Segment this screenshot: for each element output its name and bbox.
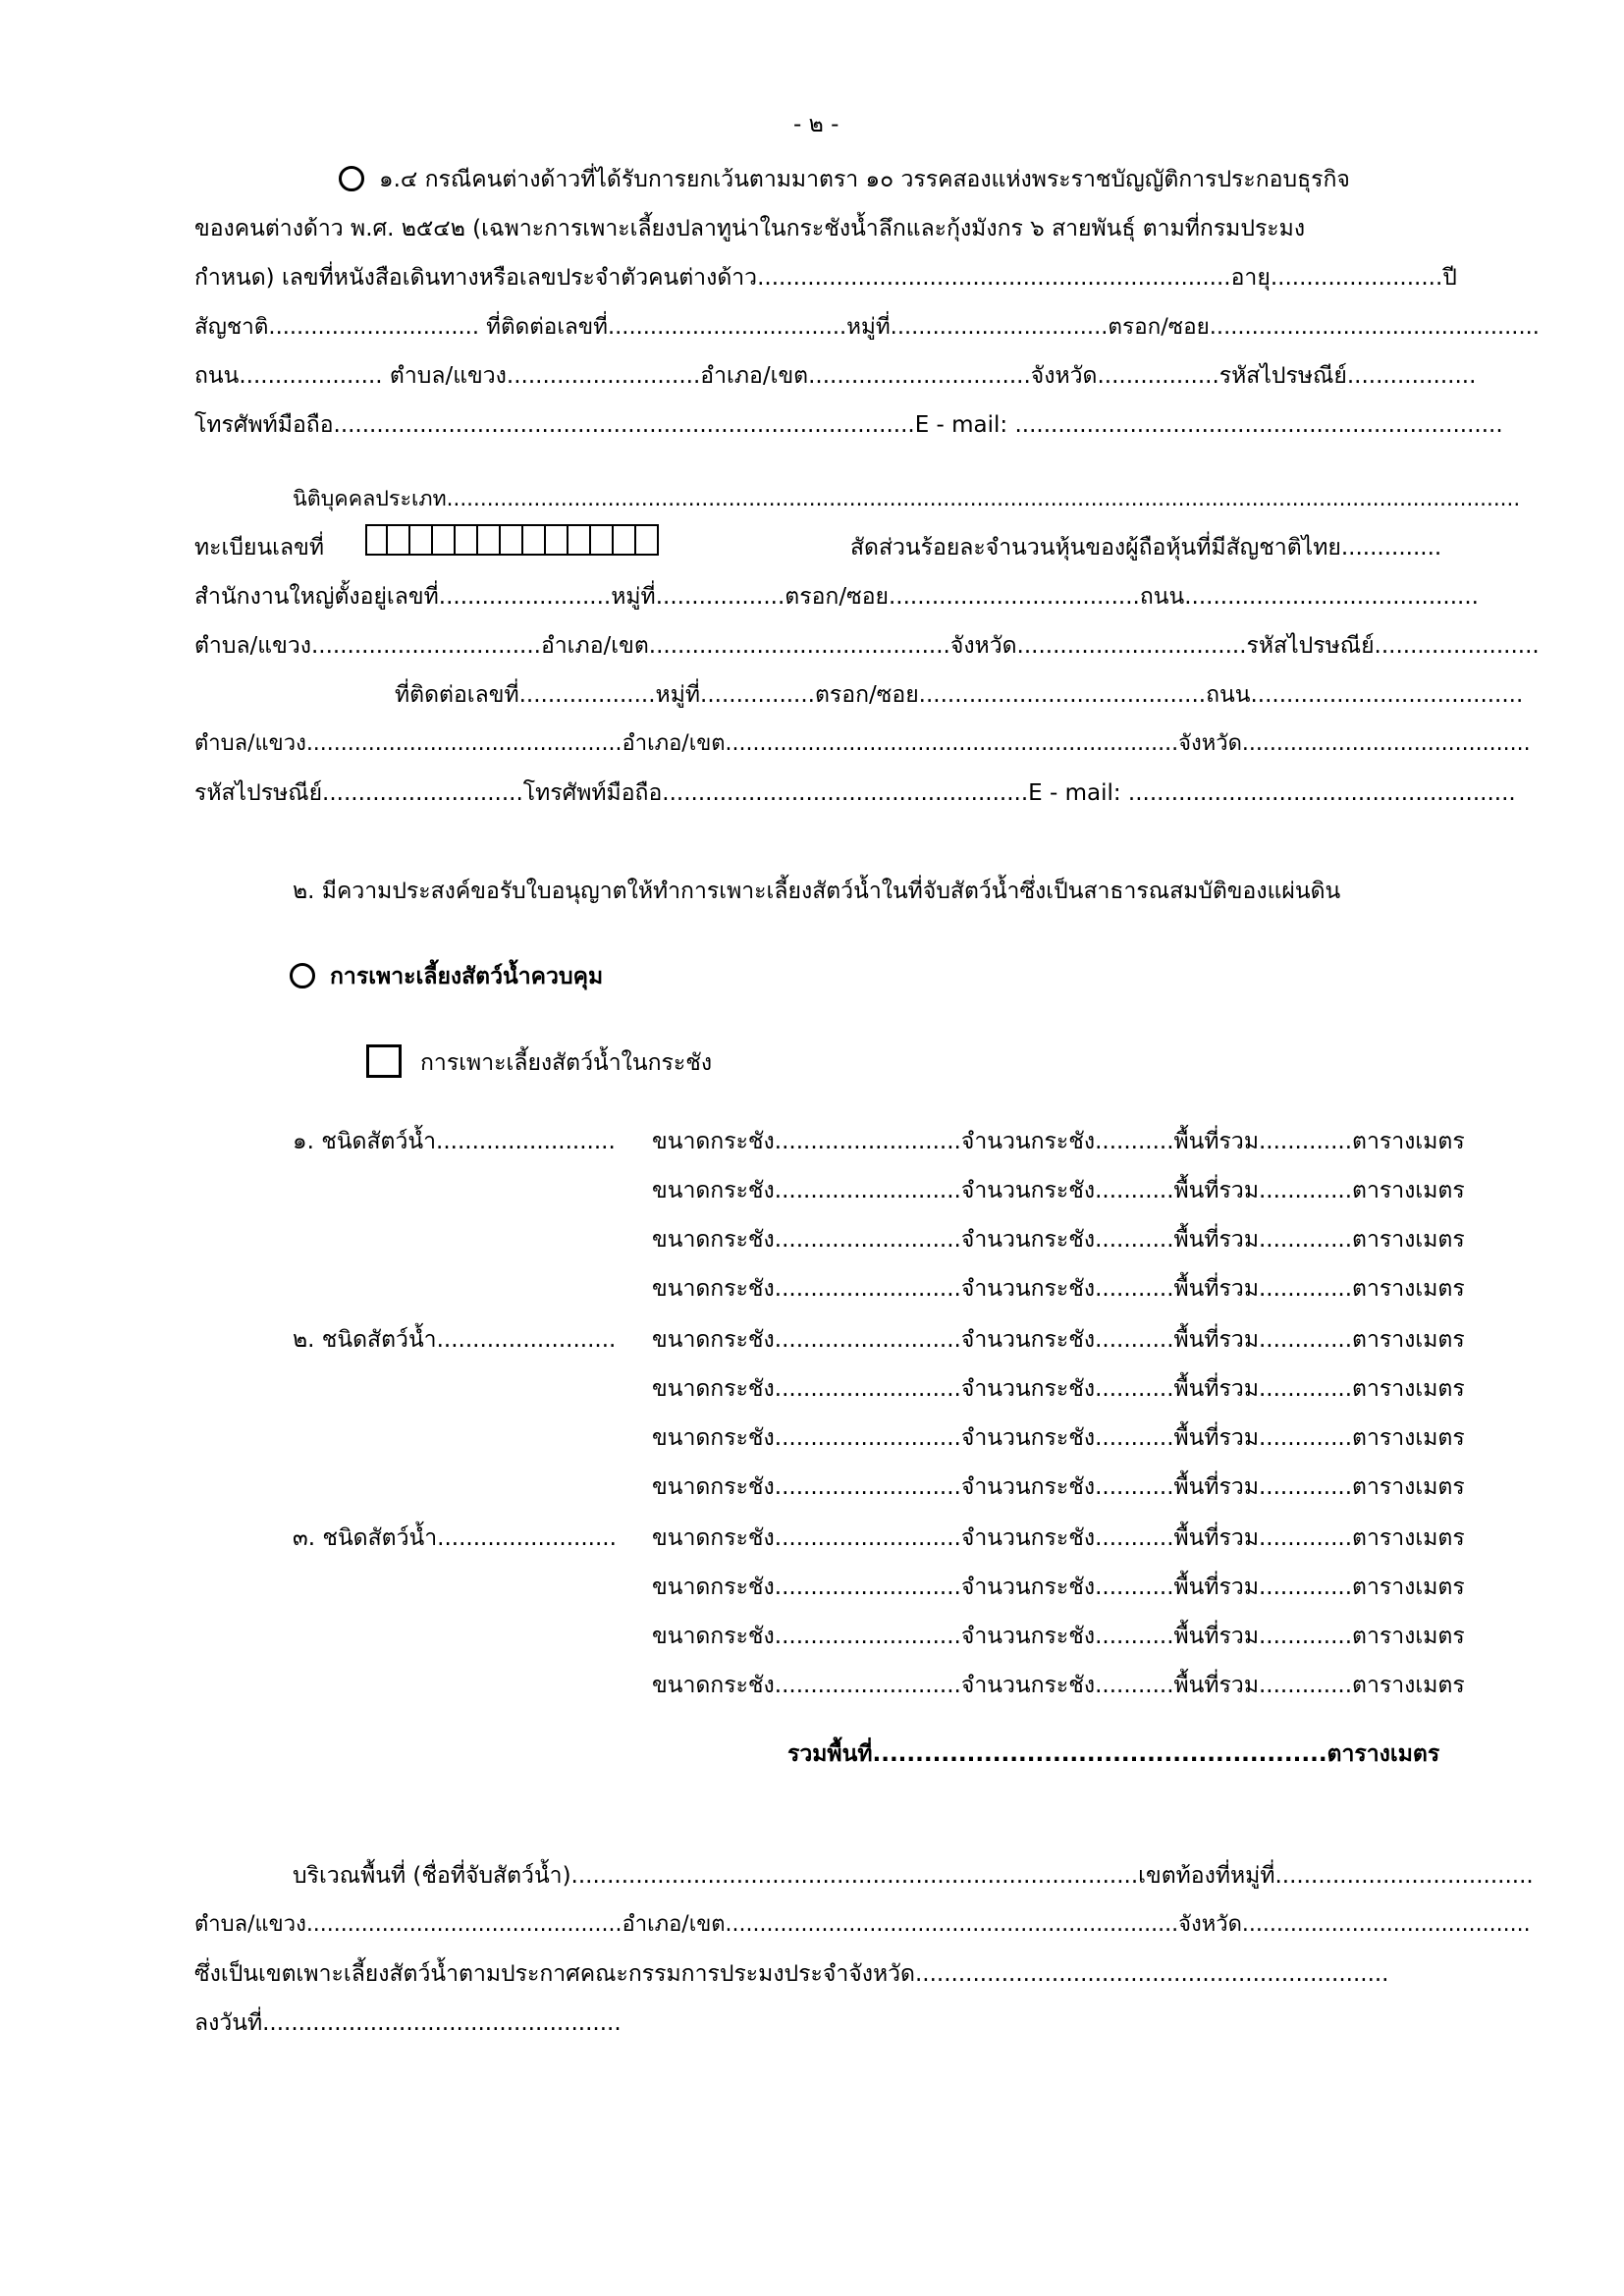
reg-digit-box[interactable]	[365, 524, 388, 556]
controlled-aquaculture-label: การเพาะเลี้ยงสัตว์น้ำควบคุม	[330, 964, 604, 989]
cage-row[interactable]: ขนาดกระชัง..........................จำนวนกระชัง...........พื้นที่รวม.............ตารางเมตร	[652, 1327, 1465, 1353]
total-area-line[interactable]: รวมพื้นที่.....................................................ตารางเมตร	[787, 1741, 1440, 1767]
cage-aquaculture-label: การเพาะเลี้ยงสัตว์น้ำในกระชัง	[420, 1050, 713, 1076]
page-number: - ๒ -	[793, 112, 839, 137]
contact-postal-line[interactable]: รหัสไปรษณีย์............................โทรศัพท์มือถือ...................................................E - mail: ......................................................	[194, 780, 1516, 806]
reg-digit-box[interactable]	[546, 524, 568, 556]
head-office-line[interactable]: สำนักงานใหญ่ตั้งอยู่เลขที่........................หมู่ที่..................ตรอก/ซอย...................................ถนน.........................................	[194, 584, 1479, 610]
reg-digit-box[interactable]	[388, 524, 410, 556]
cage-row[interactable]: ขนาดกระชัง..........................จำนวนกระชัง...........พื้นที่รวม.............ตารางเมตร	[652, 1227, 1465, 1253]
section-1-4-line-6[interactable]: โทรศัพท์มือถือ.................................................................................E - mail: ....................................................................	[194, 412, 1503, 438]
species-1-label[interactable]: ๑. ชนิดสัตว์น้ำ.........................	[293, 1129, 616, 1154]
section-1-4-line-1: ๑.๔ กรณีคนต่างด้าวที่ได้รับการยกเว้นตามมาตรา ๑๐ วรรคสองแห่งพระราชบัญญัติการประกอบธุรกิจ	[379, 167, 1350, 192]
location-district-line[interactable]: ตำบล/แขวง..............................................อำเภอ/เขต..................................................................จังหวัด..........................................	[194, 1912, 1531, 1937]
location-name-line[interactable]: บริเวณพื้นที่ (ชื่อที่จับสัตว์น้ำ)...............................................................................เขตท้องที่หมู่ที่....................................	[293, 1863, 1534, 1889]
section-1-4-line-4[interactable]: สัญชาติ.............................. ที่ติดต่อเลขที่..................................หมู่ที่...............................ตรอก/ซอย...............................................	[194, 314, 1540, 340]
species-3-label[interactable]: ๓. ชนิดสัตว์น้ำ.........................	[293, 1525, 617, 1551]
cage-row[interactable]: ขนาดกระชัง..........................จำนวนกระชัง...........พื้นที่รวม.............ตารางเมตร	[652, 1673, 1465, 1698]
thai-share-ratio-line[interactable]: สัดส่วนร้อยละจำนวนหุ้นของผู้ถือหุ้นที่มีสัญชาติไทย..............	[850, 535, 1442, 561]
section-1-4-line-5[interactable]: ถนน.................... ตำบล/แขวง...........................อำเภอ/เขต...............................จังหวัด.................รหัสไปรษณีย์..................	[194, 363, 1477, 389]
species-2-label[interactable]: ๒. ชนิดสัตว์น้ำ.........................	[293, 1327, 617, 1353]
contact-address-line[interactable]: ที่ติดต่อเลขที่...................หมู่ที่................ตรอก/ซอย........................................ถนน......................................	[395, 682, 1524, 708]
reg-digit-box[interactable]	[433, 524, 456, 556]
cage-row[interactable]: ขนาดกระชัง..........................จำนวนกระชัง...........พื้นที่รวม.............ตารางเมตร	[652, 1575, 1465, 1600]
cage-row[interactable]: ขนาดกระชัง..........................จำนวนกระชัง...........พื้นที่รวม.............ตารางเมตร	[652, 1129, 1465, 1154]
reg-digit-box[interactable]	[523, 524, 546, 556]
head-office-district-line[interactable]: ตำบล/แขวง................................อำเภอ/เขต..........................................จังหวัด................................รหัสไปรษณีย์.......................	[194, 633, 1540, 659]
juristic-type-line[interactable]: นิติบุคคลประเภท................................................................................................................................................................	[293, 487, 1521, 511]
registration-number-boxes[interactable]	[365, 524, 659, 556]
provincial-announcement-line[interactable]: ซึ่งเป็นเขตเพาะเลี้ยงสัตว์น้ำตามประกาศคณะกรรมการประมงประจำจังหวัด..................................................................	[194, 1961, 1389, 1987]
cage-row[interactable]: ขนาดกระชัง..........................จำนวนกระชัง...........พื้นที่รวม.............ตารางเมตร	[652, 1525, 1465, 1551]
reg-digit-box[interactable]	[568, 524, 591, 556]
cage-row[interactable]: ขนาดกระชัง..........................จำนวนกระชัง...........พื้นที่รวม.............ตารางเมตร	[652, 1276, 1465, 1302]
controlled-aquaculture-radio[interactable]	[290, 963, 315, 988]
announcement-date-line[interactable]: ลงวันที่..................................................	[194, 2010, 622, 2036]
cage-aquaculture-checkbox[interactable]	[366, 1044, 402, 1078]
registration-label: ทะเบียนเลขที่	[194, 535, 325, 561]
reg-digit-box[interactable]	[614, 524, 636, 556]
contact-district-line[interactable]: ตำบล/แขวง..............................................อำเภอ/เขต..................................................................จังหวัด..........................................	[194, 731, 1531, 756]
reg-digit-box[interactable]	[478, 524, 501, 556]
cage-row[interactable]: ขนาดกระชัง..........................จำนวนกระชัง...........พื้นที่รวม.............ตารางเมตร	[652, 1624, 1465, 1649]
option-1-4-radio[interactable]	[339, 166, 364, 191]
reg-digit-box[interactable]	[636, 524, 659, 556]
cage-row[interactable]: ขนาดกระชัง..........................จำนวนกระชัง...........พื้นที่รวม.............ตารางเมตร	[652, 1425, 1465, 1451]
reg-digit-box[interactable]	[591, 524, 614, 556]
section-1-4-line-2: ของคนต่างด้าว พ.ศ. ๒๕๔๒ (เฉพาะการเพาะเลี้ยงปลาทูน่าในกระชังน้ำลึกและกุ้งมังกร ๖ สายพันธุ์ ตามที่กรมประมง	[194, 216, 1306, 241]
reg-digit-box[interactable]	[501, 524, 523, 556]
cage-row[interactable]: ขนาดกระชัง..........................จำนวนกระชัง...........พื้นที่รวม.............ตารางเมตร	[652, 1376, 1465, 1402]
cage-row[interactable]: ขนาดกระชัง..........................จำนวนกระชัง...........พื้นที่รวม.............ตารางเมตร	[652, 1474, 1465, 1500]
reg-digit-box[interactable]	[410, 524, 433, 556]
reg-digit-box[interactable]	[456, 524, 478, 556]
cage-row[interactable]: ขนาดกระชัง..........................จำนวนกระชัง...........พื้นที่รวม.............ตารางเมตร	[652, 1178, 1465, 1203]
section-2-heading: ๒. มีความประสงค์ขอรับใบอนุญาตให้ทำการเพาะเลี้ยงสัตว์น้ำในที่จับสัตว์น้ำซึ่งเป็นสาธารณสมบัติของแผ่นดิน	[293, 879, 1341, 904]
section-1-4-line-3[interactable]: กำหนด) เลขที่หนังสือเดินทางหรือเลขประจำตัวคนต่างด้าว..................................................................อายุ........................ปี	[194, 265, 1457, 291]
